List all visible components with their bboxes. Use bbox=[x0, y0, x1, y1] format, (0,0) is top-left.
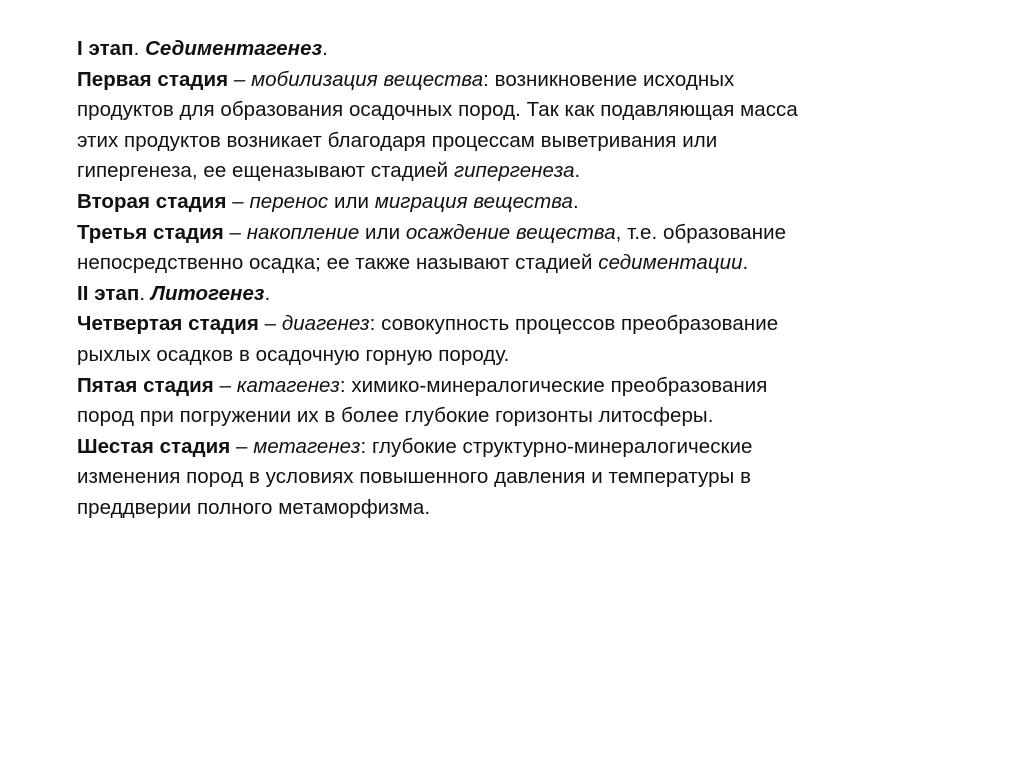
term-run: диагенез bbox=[281, 312, 370, 336]
text-line bbox=[77, 432, 957, 463]
text-run: преддверии полного метаморфизма. bbox=[77, 495, 431, 519]
text-run: непосредственно осадка; ее также называют стадией bbox=[77, 251, 599, 275]
text-line bbox=[77, 462, 957, 493]
term-run: миграция вещества bbox=[374, 189, 573, 213]
text-run: , т.е. образование bbox=[615, 220, 787, 244]
heading-run: Пятая стадия bbox=[77, 373, 214, 397]
text-run: . bbox=[322, 37, 328, 60]
text-run: или bbox=[328, 189, 375, 213]
text-run: : химико-минералогические преобразования bbox=[339, 373, 768, 397]
term-run: накопление bbox=[246, 220, 360, 244]
text-line bbox=[77, 65, 957, 96]
heading-run: Третья стадия bbox=[77, 220, 224, 244]
heading-run: Шестая стадия bbox=[77, 434, 231, 458]
heading-run: Седиментагенез bbox=[145, 37, 323, 60]
text-line bbox=[77, 309, 957, 340]
text-run: пород при погружении их в более глубокие горизонты литосферы. bbox=[77, 404, 714, 428]
text-run: . bbox=[742, 251, 749, 275]
paragraph bbox=[77, 279, 957, 310]
text-line bbox=[77, 279, 957, 310]
text-line bbox=[77, 95, 957, 126]
text-run: – bbox=[226, 189, 250, 213]
text-run: продуктов для образования осадочных пород. Так как подавляющая масса bbox=[77, 98, 798, 122]
heading-run: Четвертая стадия bbox=[77, 312, 259, 336]
heading-run: Литогенез bbox=[150, 281, 265, 305]
term-run: метагенез bbox=[253, 434, 361, 458]
heading-run: II этап bbox=[77, 281, 140, 305]
term-run: седиментации bbox=[598, 251, 743, 275]
paragraph bbox=[77, 432, 957, 524]
text-run: . bbox=[572, 189, 579, 213]
text-line bbox=[77, 340, 957, 371]
term-run: осаждение вещества bbox=[405, 220, 616, 244]
text-run: изменения пород в условиях повышенного давления и температуры в bbox=[77, 465, 752, 489]
heading-run: Вторая стадия bbox=[77, 189, 227, 213]
term-run: гипергенеза bbox=[453, 159, 575, 183]
text-run: этих продуктов возникает благодаря процессам выветривания или bbox=[77, 128, 718, 152]
paragraph bbox=[77, 309, 957, 370]
paragraph bbox=[77, 371, 957, 432]
paragraph bbox=[77, 65, 957, 187]
paragraph bbox=[77, 187, 957, 218]
text-line bbox=[77, 248, 957, 279]
text-run: . bbox=[133, 37, 146, 60]
text-run: : совокупность процессов преобразование bbox=[369, 312, 779, 336]
term-run: мобилизация вещества bbox=[251, 67, 484, 91]
text-line bbox=[77, 126, 957, 157]
text-line bbox=[77, 156, 957, 187]
text-run: – bbox=[258, 312, 282, 336]
heading-run: Первая стадия bbox=[77, 67, 229, 91]
text-line bbox=[77, 218, 957, 249]
term-run: перенос bbox=[249, 189, 329, 213]
text-line bbox=[77, 34, 957, 65]
term-run: катагенез bbox=[236, 373, 340, 397]
heading-run: I этап bbox=[77, 37, 134, 60]
text-line bbox=[77, 187, 957, 218]
slide-text-block bbox=[77, 34, 957, 524]
text-run: . bbox=[139, 281, 151, 305]
text-run: – bbox=[228, 67, 252, 91]
text-run: – bbox=[230, 434, 254, 458]
text-run: или bbox=[359, 220, 406, 244]
text-line bbox=[77, 371, 957, 402]
text-run: гипергенеза, ее ещеназывают стадией bbox=[77, 159, 454, 183]
paragraph bbox=[77, 34, 957, 65]
text-line bbox=[77, 493, 957, 524]
text-line bbox=[77, 401, 957, 432]
text-run: : возникновение исходных bbox=[483, 67, 735, 91]
paragraph bbox=[77, 218, 957, 279]
text-run: – bbox=[223, 220, 247, 244]
text-run: рыхлых осадков в осадочную горную породу. bbox=[77, 342, 510, 366]
text-run: . bbox=[574, 159, 581, 183]
text-run: : глубокие структурно-минералогические bbox=[360, 434, 753, 458]
text-run: – bbox=[213, 373, 237, 397]
text-run: . bbox=[264, 281, 271, 305]
